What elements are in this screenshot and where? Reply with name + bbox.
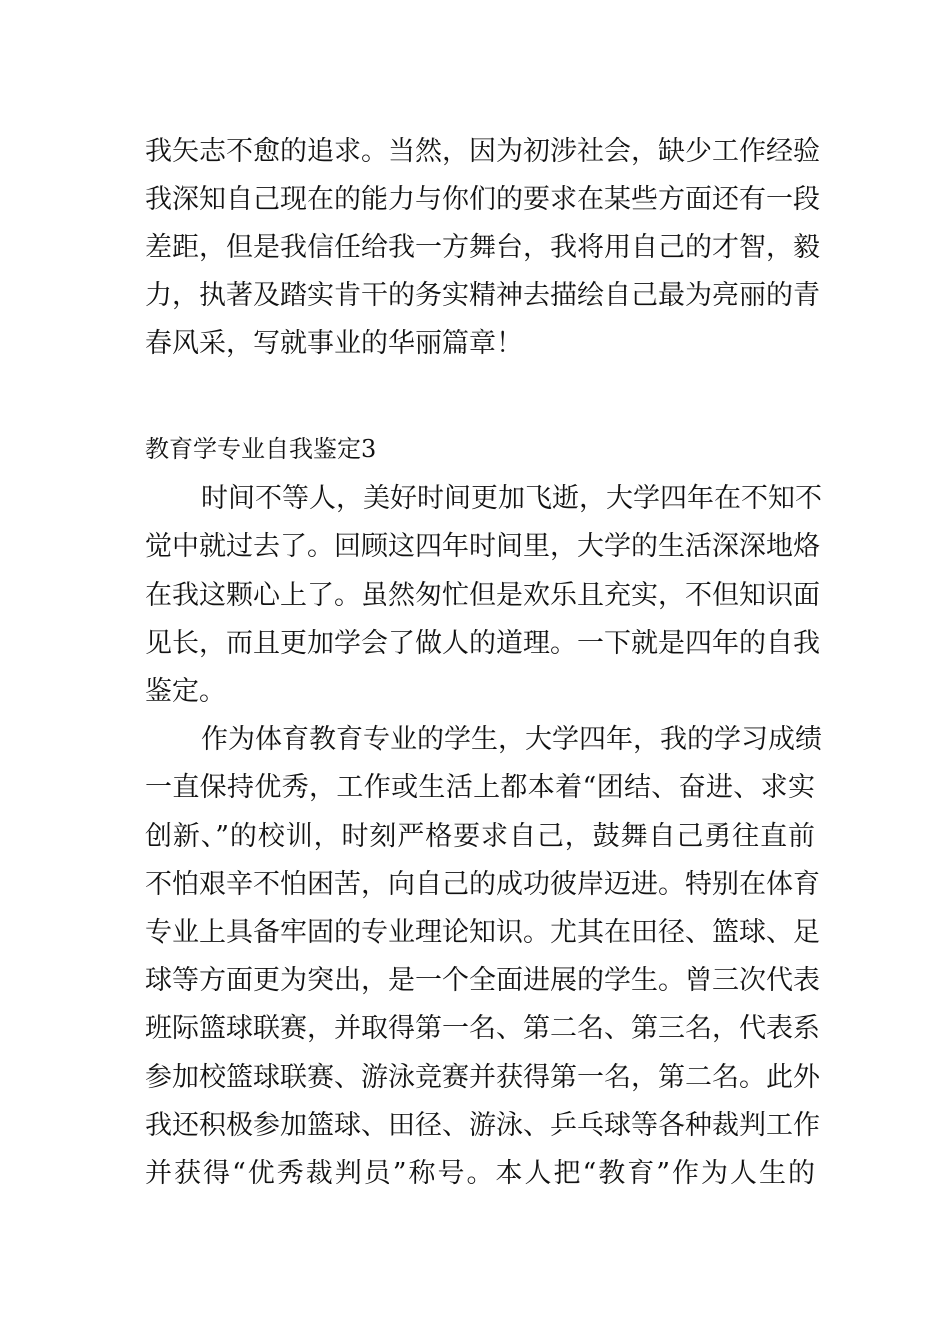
p1-line-1: 时间不等人，美好时间更加飞逝，大学四年在不知不 bbox=[201, 483, 822, 514]
p2-line-6: 球等方面更为突出，是一个全面进展的学生。曾三次代表 bbox=[145, 965, 820, 996]
p2-line-2: 一直保持优秀，工作或生活上都本着“团结、奋进、求实 bbox=[145, 772, 815, 803]
intro-line-5: 春风采，写就事业的华丽篇章！ bbox=[145, 328, 523, 359]
p2-line-5: 专业上具备牢固的专业理论知识。尤其在田径、篮球、足 bbox=[145, 917, 820, 948]
intro-line-4: 力，执著及踏实肯干的务实精神去描绘自己最为亮丽的青 bbox=[145, 280, 820, 311]
p2-line-1: 作为体育教育专业的学生，大学四年，我的学习成绩 bbox=[201, 724, 822, 755]
intro-line-1: 我矢志不愈的追求。当然，因为初涉社会，缺少工作经验 bbox=[145, 136, 820, 167]
p1-line-4: 见长，而且更加学会了做人的道理。一下就是四年的自我 bbox=[145, 628, 820, 659]
p2-line-9: 我还积极参加篮球、田径、游泳、乒乓球等各种裁判工作 bbox=[145, 1110, 820, 1141]
section-heading: 教育学专业自我鉴定3 bbox=[145, 435, 377, 463]
intro-line-2: 我深知自己现在的能力与你们的要求在某些方面还有一段 bbox=[145, 184, 820, 215]
p1-line-2: 觉中就过去了。回顾这四年时间里，大学的生活深深地烙 bbox=[145, 531, 820, 562]
intro-line-3: 差距，但是我信任给我一方舞台，我将用自己的才智，毅 bbox=[145, 232, 820, 263]
p2-line-8: 参加校篮球联赛、游泳竞赛并获得第一名，第二名。此外 bbox=[145, 1062, 820, 1093]
p1-line-3: 在我这颗心上了。虽然匆忙但是欢乐且充实，不但知识面 bbox=[145, 580, 820, 611]
p1-line-5: 鉴定。 bbox=[145, 676, 226, 707]
p2-line-4: 不怕艰辛不怕困苦，向自己的成功彼岸迈进。特别在体育 bbox=[145, 869, 820, 900]
p2-line-7: 班际篮球联赛，并取得第一名、第二名、第三名，代表系 bbox=[145, 1013, 820, 1044]
p2-line-10: 并获得“优秀裁判员”称号。本人把“教育”作为人生的 bbox=[145, 1158, 815, 1189]
p2-line-3: 创新、”的校训，时刻严格要求自己，鼓舞自己勇往直前 bbox=[145, 821, 815, 852]
